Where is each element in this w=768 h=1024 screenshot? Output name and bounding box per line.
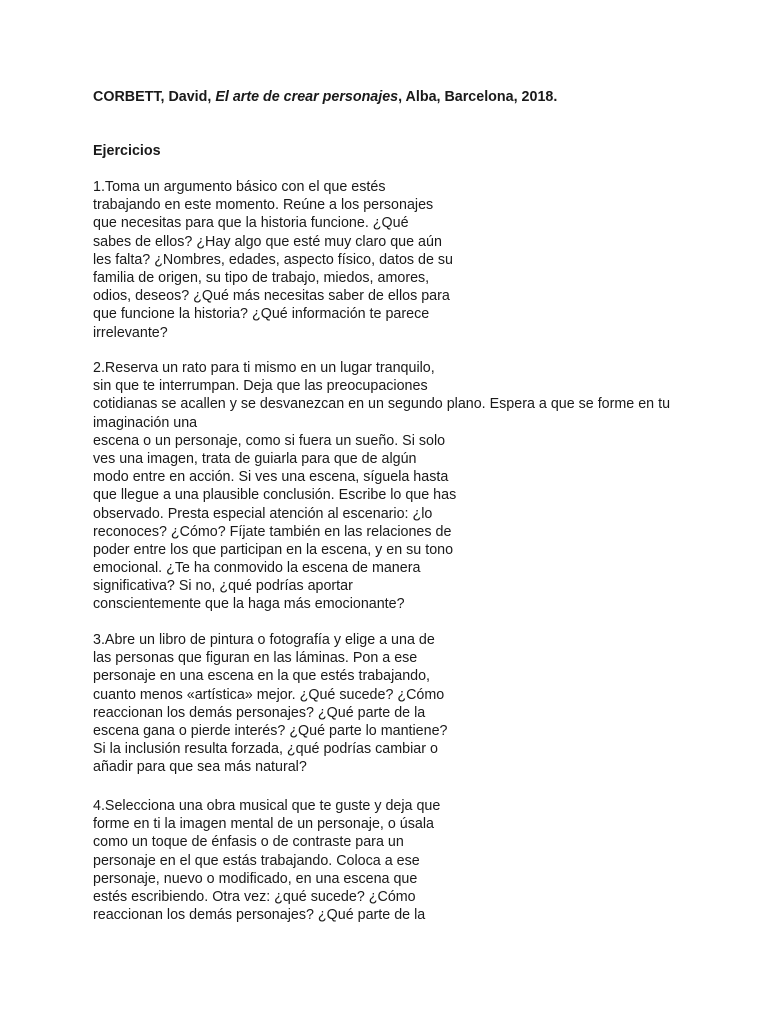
paragraph-line: estés escribiendo. Otra vez: ¿qué sucede? ¿Cómo: [93, 888, 416, 905]
paragraph-line: 4.Selecciona una obra musical que te guste y deja que: [93, 798, 441, 814]
paragraph-line: imaginación una: [93, 414, 198, 431]
paragraph-line: trabajando en este momento. Reúne a los personajes: [93, 197, 434, 214]
paragraph-line: que llegue a una plausible conclusión. Escribe lo que has: [93, 487, 457, 504]
paragraph-line: que necesitas para que la historia funcione. ¿Qué: [93, 215, 409, 232]
paragraph-line: personaje en una escena en la que estés trabajando,: [93, 668, 431, 685]
paragraph-line: escena gana o pierde interés? ¿Qué parte lo mantiene?: [93, 722, 448, 739]
paragraph-line: sabes de ellos? ¿Hay algo que esté muy claro que aún: [93, 233, 442, 250]
paragraph-line: 2.Reserva un rato para ti mismo en un lugar tranquilo,: [93, 360, 435, 376]
citation: [93, 88, 557, 106]
paragraph-line: familia de origen, su tipo de trabajo, miedos, amores,: [93, 269, 430, 286]
exercise-paragraph-2: [93, 359, 670, 614]
paragraph-line: observado. Presta especial atención al escenario: ¿lo: [93, 505, 433, 522]
paragraph-line: reconoces? ¿Cómo? Fíjate también en las relaciones de: [93, 523, 452, 540]
paragraph-line: conscientemente que la haga más emocionante?: [93, 596, 405, 613]
paragraph-line: poder entre los que participan en la escena, y en su tono: [93, 541, 454, 558]
citation-title: El arte de crear personajes: [215, 89, 399, 105]
paragraph-line: reaccionan los demás personajes? ¿Qué parte de la: [93, 907, 426, 924]
paragraph-line: que funcione la historia? ¿Qué información te parece: [93, 306, 430, 323]
paragraph-line: escena o un personaje, como si fuera un sueño. Si solo: [93, 432, 446, 449]
paragraph-line: 1.Toma un argumento básico con el que estés: [93, 179, 386, 195]
paragraph-line: modo entre en acción. Si ves una escena, síguela hasta: [93, 469, 449, 486]
paragraph-line: 3.Abre un libro de pintura o fotografía y elige a una de: [93, 632, 435, 648]
section-heading: Ejercicios: [93, 143, 161, 159]
paragraph-line: como un toque de énfasis o de contraste para un: [93, 834, 404, 851]
paragraph-line: Si la inclusión resulta forzada, ¿qué podrías cambiar o: [93, 741, 438, 758]
paragraph-line: ves una imagen, trata de guiarla para que de algún: [93, 450, 417, 467]
exercise-paragraph-4: [93, 797, 440, 924]
exercise-paragraph-1: [93, 178, 453, 342]
paragraph-line: forme en ti la imagen mental de un personaje, o úsala: [93, 816, 434, 833]
paragraph-line: odios, deseos? ¿Qué más necesitas saber de ellos para: [93, 288, 450, 305]
paragraph-line: las personas que figuran en las láminas. Pon a ese: [93, 650, 418, 667]
paragraph-line: irrelevante?: [93, 324, 168, 341]
paragraph-line: les falta? ¿Nombres, edades, aspecto físico, datos de su: [93, 251, 453, 268]
paragraph-line: significativa? Si no, ¿qué podrías aportar: [93, 578, 353, 595]
paragraph-line: cotidianas se acallen y se desvanezcan en un segundo plano. Espera a que se forme en tu: [93, 396, 671, 413]
paragraph-line: emocional. ¿Te ha conmovido la escena de manera: [93, 560, 421, 577]
paragraph-line: añadir para que sea más natural?: [93, 759, 307, 776]
exercise-paragraph-3: [93, 631, 447, 777]
paragraph-line: personaje en el que estás trabajando. Coloca a ese: [93, 852, 420, 869]
paragraph-line: reaccionan los demás personajes? ¿Qué parte de la: [93, 704, 426, 721]
paragraph-line: cuanto menos «artística» mejor. ¿Qué sucede? ¿Cómo: [93, 686, 445, 703]
citation-publisher: , Alba, Barcelona, 2018.: [398, 89, 558, 105]
paragraph-line: personaje, nuevo o modificado, en una escena que: [93, 870, 418, 887]
paragraph-line: sin que te interrumpan. Deja que las preocupaciones: [93, 378, 428, 395]
citation-author: CORBETT, David,: [93, 89, 216, 105]
